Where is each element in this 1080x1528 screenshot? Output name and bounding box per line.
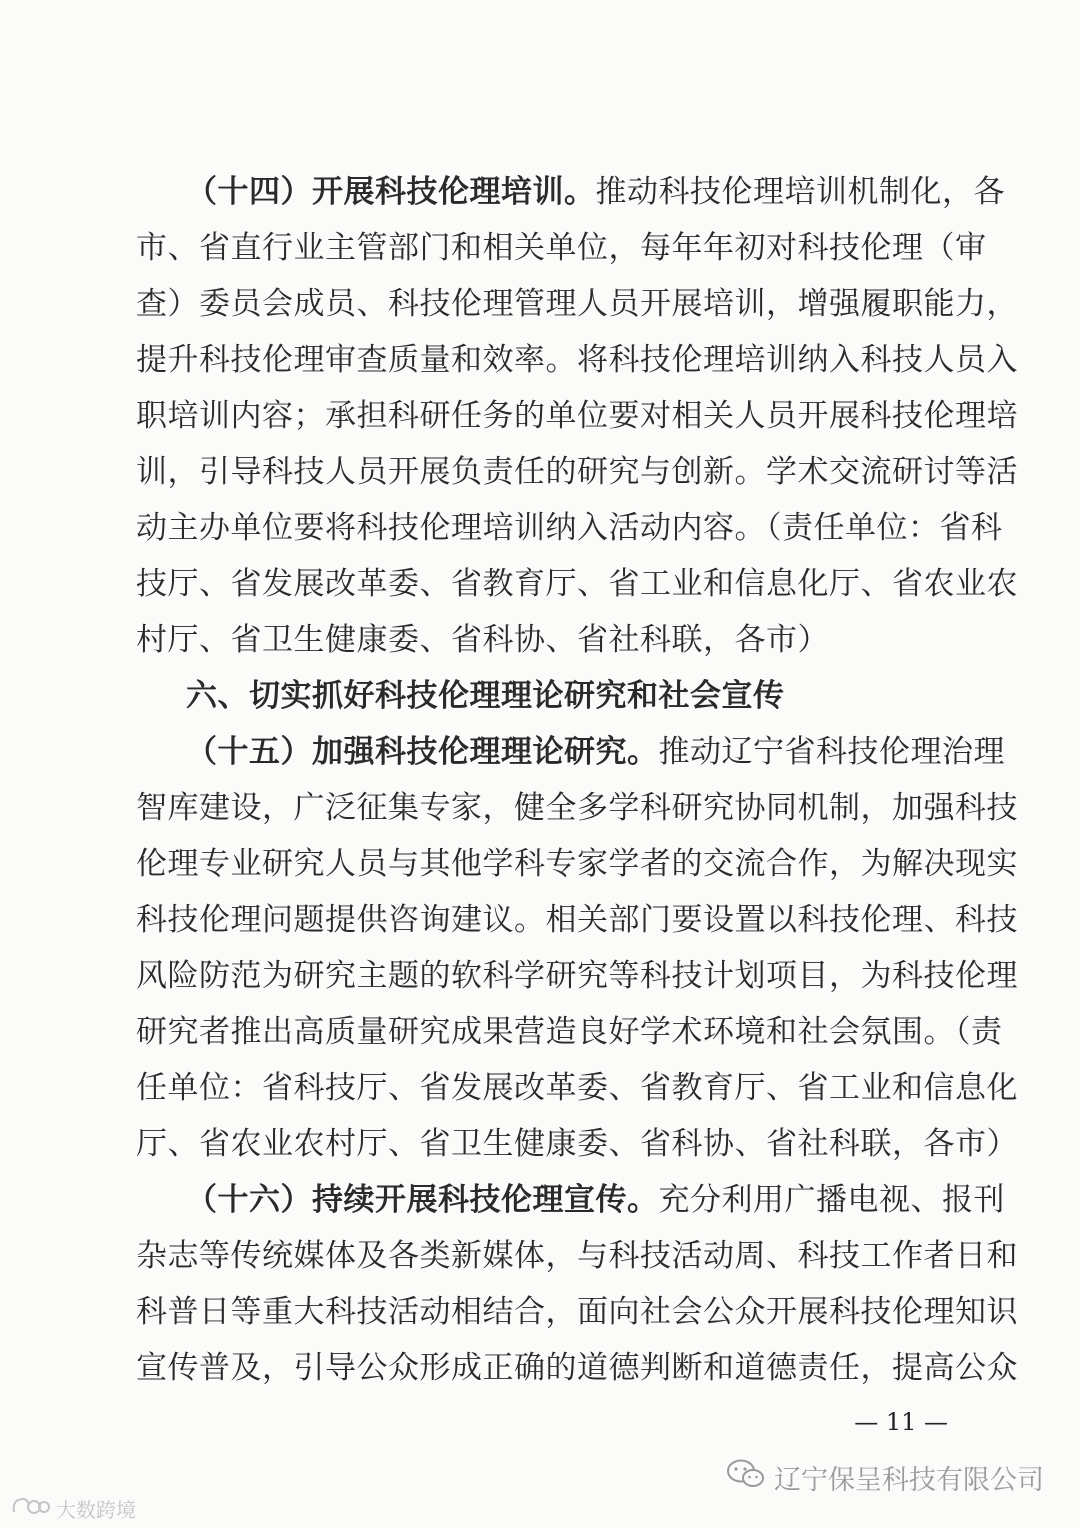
paragraph-15-line-7: 任单位：省科技厅、省发展改革委、省教育厅、省工业和信息化 bbox=[136, 1070, 1018, 1106]
paragraph-14-line-3: 查）委员会成员、科技伦理管理人员开展培训，增强履职能力， bbox=[136, 286, 1018, 322]
paragraph-16-heading: （十六）持续开展科技伦理宣传。 bbox=[186, 1182, 659, 1218]
brand-logo-icon bbox=[10, 1494, 50, 1523]
paragraph-16-line-1 bbox=[186, 1180, 1005, 1220]
watermark-right-text: 辽宁保呈科技有限公司 bbox=[774, 1465, 1044, 1496]
section-6-heading: 六、切实抓好科技伦理理论研究和社会宣传 bbox=[186, 678, 785, 714]
paragraph-14-line-1 bbox=[186, 172, 1005, 212]
paragraph-14-line-1-text: 推动科技伦理培训机制化，各 bbox=[595, 174, 1005, 210]
paragraph-16-line-1-text: 充分利用广播电视、报刊 bbox=[658, 1182, 1005, 1218]
watermark-left bbox=[10, 1494, 136, 1523]
paragraph-14-line-2: 市、省直行业主管部门和相关单位，每年年初对科技伦理（审 bbox=[136, 230, 987, 266]
paragraph-14-line-8: 技厅、省发展改革委、省教育厅、省工业和信息化厅、省农业农 bbox=[136, 566, 1018, 602]
paragraph-15-line-5: 风险防范为研究主题的软科学研究等科技计划项目，为科技伦理 bbox=[136, 958, 1018, 994]
wechat-icon bbox=[726, 1458, 766, 1497]
watermark-left-text: 大数跨境 bbox=[56, 1498, 136, 1522]
paragraph-16-line-4: 宣传普及，引导公众形成正确的道德判断和道德责任，提高公众 bbox=[136, 1350, 1018, 1386]
paragraph-15-line-8: 厅、省农业农村厅、省卫生健康委、省科协、省社科联，各市） bbox=[136, 1126, 1018, 1162]
paragraph-15-line-1 bbox=[186, 732, 1005, 772]
paragraph-14-line-4: 提升科技伦理审查质量和效率。将科技伦理培训纳入科技人员入 bbox=[136, 342, 1018, 378]
watermark-right bbox=[726, 1458, 1044, 1497]
paragraph-14-line-6: 训，引导科技人员开展负责任的研究与创新。学术交流研讨等活 bbox=[136, 454, 1018, 490]
paragraph-15-line-1-text: 推动辽宁省科技伦理治理 bbox=[658, 734, 1005, 770]
paragraph-15-heading: （十五）加强科技伦理理论研究。 bbox=[186, 734, 659, 770]
paragraph-16-line-3: 科普日等重大科技活动相结合，面向社会公众开展科技伦理知识 bbox=[136, 1294, 1018, 1330]
paragraph-15-line-3: 伦理专业研究人员与其他学科专家学者的交流合作，为解决现实 bbox=[136, 846, 1018, 882]
paragraph-14-line-5: 职培训内容；承担科研任务的单位要对相关人员开展科技伦理培 bbox=[136, 398, 1018, 434]
paragraph-14-line-7: 动主办单位要将科技伦理培训纳入活动内容。（责任单位：省科 bbox=[136, 510, 1003, 546]
paragraph-15-line-4: 科技伦理问题提供咨询建议。相关部门要设置以科技伦理、科技 bbox=[136, 902, 1018, 938]
page-number: — 11 — bbox=[854, 1408, 948, 1436]
paragraph-15-line-6: 研究者推出高质量研究成果营造良好学术环境和社会氛围。（责 bbox=[136, 1014, 1003, 1050]
paragraph-14-line-9: 村厅、省卫生健康委、省科协、省社科联，各市） bbox=[136, 622, 829, 658]
paragraph-14-heading: （十四）开展科技伦理培训。 bbox=[186, 174, 596, 210]
paragraph-16-line-2: 杂志等传统媒体及各类新媒体，与科技活动周、科技工作者日和 bbox=[136, 1238, 1018, 1274]
paragraph-15-line-2: 智库建设，广泛征集专家，健全多学科研究协同机制，加强科技 bbox=[136, 790, 1018, 826]
